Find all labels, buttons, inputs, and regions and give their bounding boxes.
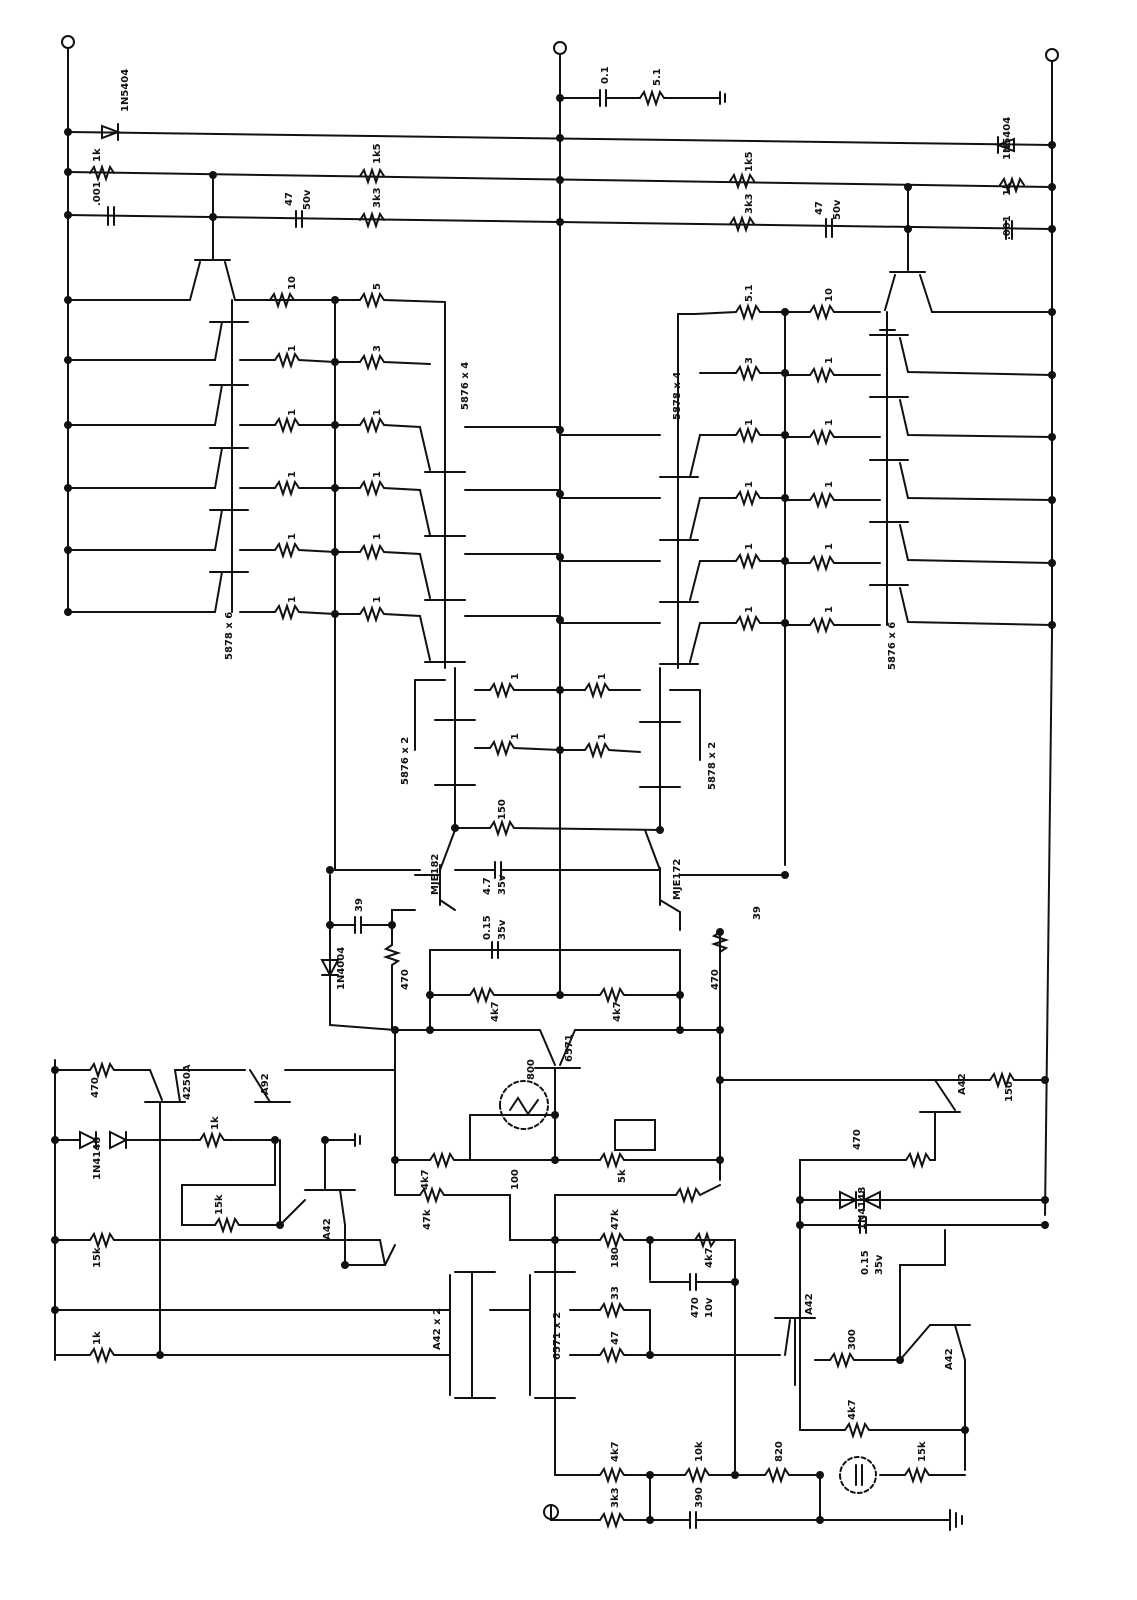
label-r-1-l5: 1 bbox=[372, 471, 383, 478]
label-r-150-mid: 150 bbox=[497, 799, 508, 820]
label-q-5876x4-l: 5876 x 4 bbox=[460, 361, 471, 410]
label-r-1-l2: 1 bbox=[287, 409, 298, 416]
label-r-4k7-b: 4k7 bbox=[612, 1001, 623, 1022]
label-c-470-10: 470 bbox=[690, 1297, 701, 1318]
terminal-top-left bbox=[62, 36, 74, 48]
label-r-1k-mid: 1k bbox=[210, 1116, 221, 1130]
label-r-1k-bl: 1k bbox=[92, 1331, 103, 1345]
label-q-6571x2: 6571 x 2 bbox=[552, 1311, 563, 1360]
label-r-1-r5: 1 bbox=[824, 481, 835, 488]
label-q-a92: A92 bbox=[260, 1073, 271, 1095]
label-q-a42-d: A42 bbox=[944, 1348, 955, 1370]
label-r-10-r: 10 bbox=[824, 288, 835, 302]
rail-right bbox=[1045, 61, 1052, 1215]
label-c-47-l: 47 bbox=[284, 192, 295, 206]
label-r-47: 47 bbox=[610, 1331, 621, 1345]
label-c-47-l-v: 50v bbox=[302, 189, 313, 210]
label-c-015-v: 35v bbox=[497, 919, 508, 940]
terminal-top-center bbox=[554, 42, 566, 54]
label-r-1-pair1: 1 bbox=[510, 673, 521, 680]
label-q-mje172: MJE172 bbox=[672, 858, 683, 900]
label-r-1-l7: 1 bbox=[372, 533, 383, 540]
input-network bbox=[551, 1398, 965, 1530]
label-r-10k: 10k bbox=[694, 1441, 705, 1462]
label-r-1-r1: 1 bbox=[824, 357, 835, 364]
label-r-470-left: 470 bbox=[90, 1077, 101, 1098]
label-c-47-35: 4.7 bbox=[482, 877, 493, 895]
label-r-4k7-c: 4k7 bbox=[420, 1169, 431, 1190]
label-r-1k5-l: 1k5 bbox=[372, 143, 383, 164]
label-r-15k-a: 15k bbox=[214, 1194, 225, 1215]
label-r-1-r4: 1 bbox=[744, 481, 755, 488]
label-r-15k-c: 15k bbox=[917, 1441, 928, 1462]
label-r-300: 300 bbox=[847, 1329, 858, 1350]
label-r-1-r2: 1 bbox=[744, 419, 755, 426]
label-d-1n4148-l: 1N4148 bbox=[92, 1136, 103, 1180]
label-r-3-r: 3 bbox=[744, 357, 755, 364]
label-r-1-pair2: 1 bbox=[597, 673, 608, 680]
label-r-4k7-f: 4k7 bbox=[610, 1441, 621, 1462]
label-q-6571: 6571 bbox=[564, 1034, 575, 1062]
rail-left bbox=[55, 48, 68, 1360]
label-r-1-r9: 1 bbox=[824, 606, 835, 613]
label-d-top-left: 1N5404 bbox=[120, 68, 131, 112]
label-c-39-l: 39 bbox=[354, 898, 365, 912]
label-c-39-r: 39 bbox=[752, 906, 763, 920]
label-c-470-10-v: 10v bbox=[704, 1297, 715, 1318]
label-c-001-l: .001 bbox=[92, 181, 103, 206]
label-r-470-a: 470 bbox=[400, 969, 411, 990]
feedback-network bbox=[395, 930, 975, 1475]
label-r-1-pair4: 1 bbox=[597, 733, 608, 740]
label-q-a42x2: A42 x 2 bbox=[432, 1307, 443, 1350]
label-r-1-l6: 1 bbox=[287, 533, 298, 540]
bus-rc-top bbox=[560, 90, 725, 106]
vbe-multiplier bbox=[395, 942, 720, 1160]
label-r-1-l3: 1 bbox=[372, 409, 383, 416]
label-c-47-r: 47 bbox=[814, 201, 825, 215]
label-q-5876x2-l: 5876 x 2 bbox=[400, 736, 411, 785]
label-r-3k3-l: 3k3 bbox=[372, 187, 383, 208]
label-c-001-r: .001 bbox=[1002, 215, 1013, 240]
label-q-4250a: 4250A bbox=[182, 1064, 193, 1100]
label-r-10-l: 10 bbox=[287, 276, 298, 290]
diff-pair bbox=[55, 1240, 780, 1398]
label-r-5k: 5k bbox=[617, 1169, 628, 1183]
label-r-1k-tr: 1k bbox=[1002, 182, 1013, 196]
label-r-100: 100 bbox=[510, 1169, 521, 1190]
label-r-33: 33 bbox=[610, 1286, 621, 1300]
label-q-a42-b: A42 bbox=[957, 1073, 968, 1095]
label-r-4k7-e: 4k7 bbox=[847, 1399, 858, 1420]
label-r-180: 180 bbox=[610, 1247, 621, 1268]
label-th-800: 800 bbox=[526, 1059, 537, 1080]
label-r-4k7-d: 4k7 bbox=[704, 1247, 715, 1268]
label-r-1k-tl: 1k bbox=[92, 148, 103, 162]
label-r-51-r: 5.1 bbox=[744, 284, 755, 302]
label-d-top-right: 1N5404 bbox=[1002, 116, 1013, 160]
label-r-150-r: 150 bbox=[1004, 1081, 1015, 1102]
label-q-5878x6-l: 5878 x 6 bbox=[224, 611, 235, 660]
label-r-470-r: 470 bbox=[852, 1129, 863, 1150]
label-r-1-r8: 1 bbox=[744, 606, 755, 613]
label-c-015-r: 0.15 bbox=[860, 1250, 871, 1275]
label-c-015: 0.15 bbox=[482, 915, 493, 940]
label-r-5-l: 5 bbox=[372, 283, 383, 290]
label-c-015-r-v: 35v bbox=[874, 1254, 885, 1275]
label-r-1-l8: 1 bbox=[287, 596, 298, 603]
terminal-top-right bbox=[1046, 49, 1058, 61]
label-q-5878x4-r: 5878 x 4 bbox=[672, 371, 683, 420]
label-q-5878x2-r: 5878 x 2 bbox=[707, 741, 718, 790]
label-c-47-r-v: 50v bbox=[832, 199, 843, 220]
label-r-3k3-b: 3k3 bbox=[610, 1487, 621, 1508]
label-r-820: 820 bbox=[774, 1441, 785, 1462]
label-r-1-r6: 1 bbox=[744, 543, 755, 550]
label-r-470-b: 470 bbox=[710, 969, 721, 990]
label-d-1n4004: 1N4004 bbox=[336, 946, 347, 990]
label-r-1-r7: 1 bbox=[824, 543, 835, 550]
label-q-5876x6-r: 5876 x 6 bbox=[887, 621, 898, 670]
label-r-47k-r: 47k bbox=[610, 1209, 621, 1230]
label-c-01: 0.1 bbox=[600, 66, 611, 84]
label-r-1-l1: 1 bbox=[287, 345, 298, 352]
label-q-a42-c: A42 bbox=[804, 1293, 815, 1315]
label-r-15k-b: 15k bbox=[92, 1247, 103, 1268]
label-r-4k7-a: 4k7 bbox=[490, 1001, 501, 1022]
drivers-left bbox=[465, 427, 560, 616]
component-labels bbox=[90, 66, 1015, 1508]
label-r-47k-l: 47k bbox=[422, 1209, 433, 1230]
label-r-3-l: 3 bbox=[372, 345, 383, 352]
label-r-1-r3: 1 bbox=[824, 419, 835, 426]
emitter-resistors-left bbox=[335, 294, 465, 668]
label-c-390: 390 bbox=[694, 1487, 705, 1508]
label-q-a42-a: A42 bbox=[322, 1218, 333, 1240]
label-q-mje182: MJE182 bbox=[430, 853, 441, 895]
label-r-1-pair3: 1 bbox=[510, 733, 521, 740]
label-r-3k3-r: 3k3 bbox=[744, 193, 755, 214]
label-r-1k5-r: 1k5 bbox=[744, 151, 755, 172]
label-r-1-l9: 1 bbox=[372, 596, 383, 603]
label-r-1-l4: 1 bbox=[287, 471, 298, 478]
label-r-51: 5.1 bbox=[652, 68, 663, 86]
label-d-1n4148-r: 1N4148 bbox=[857, 1186, 868, 1230]
label-c-47-35-v: 35v bbox=[497, 874, 508, 895]
